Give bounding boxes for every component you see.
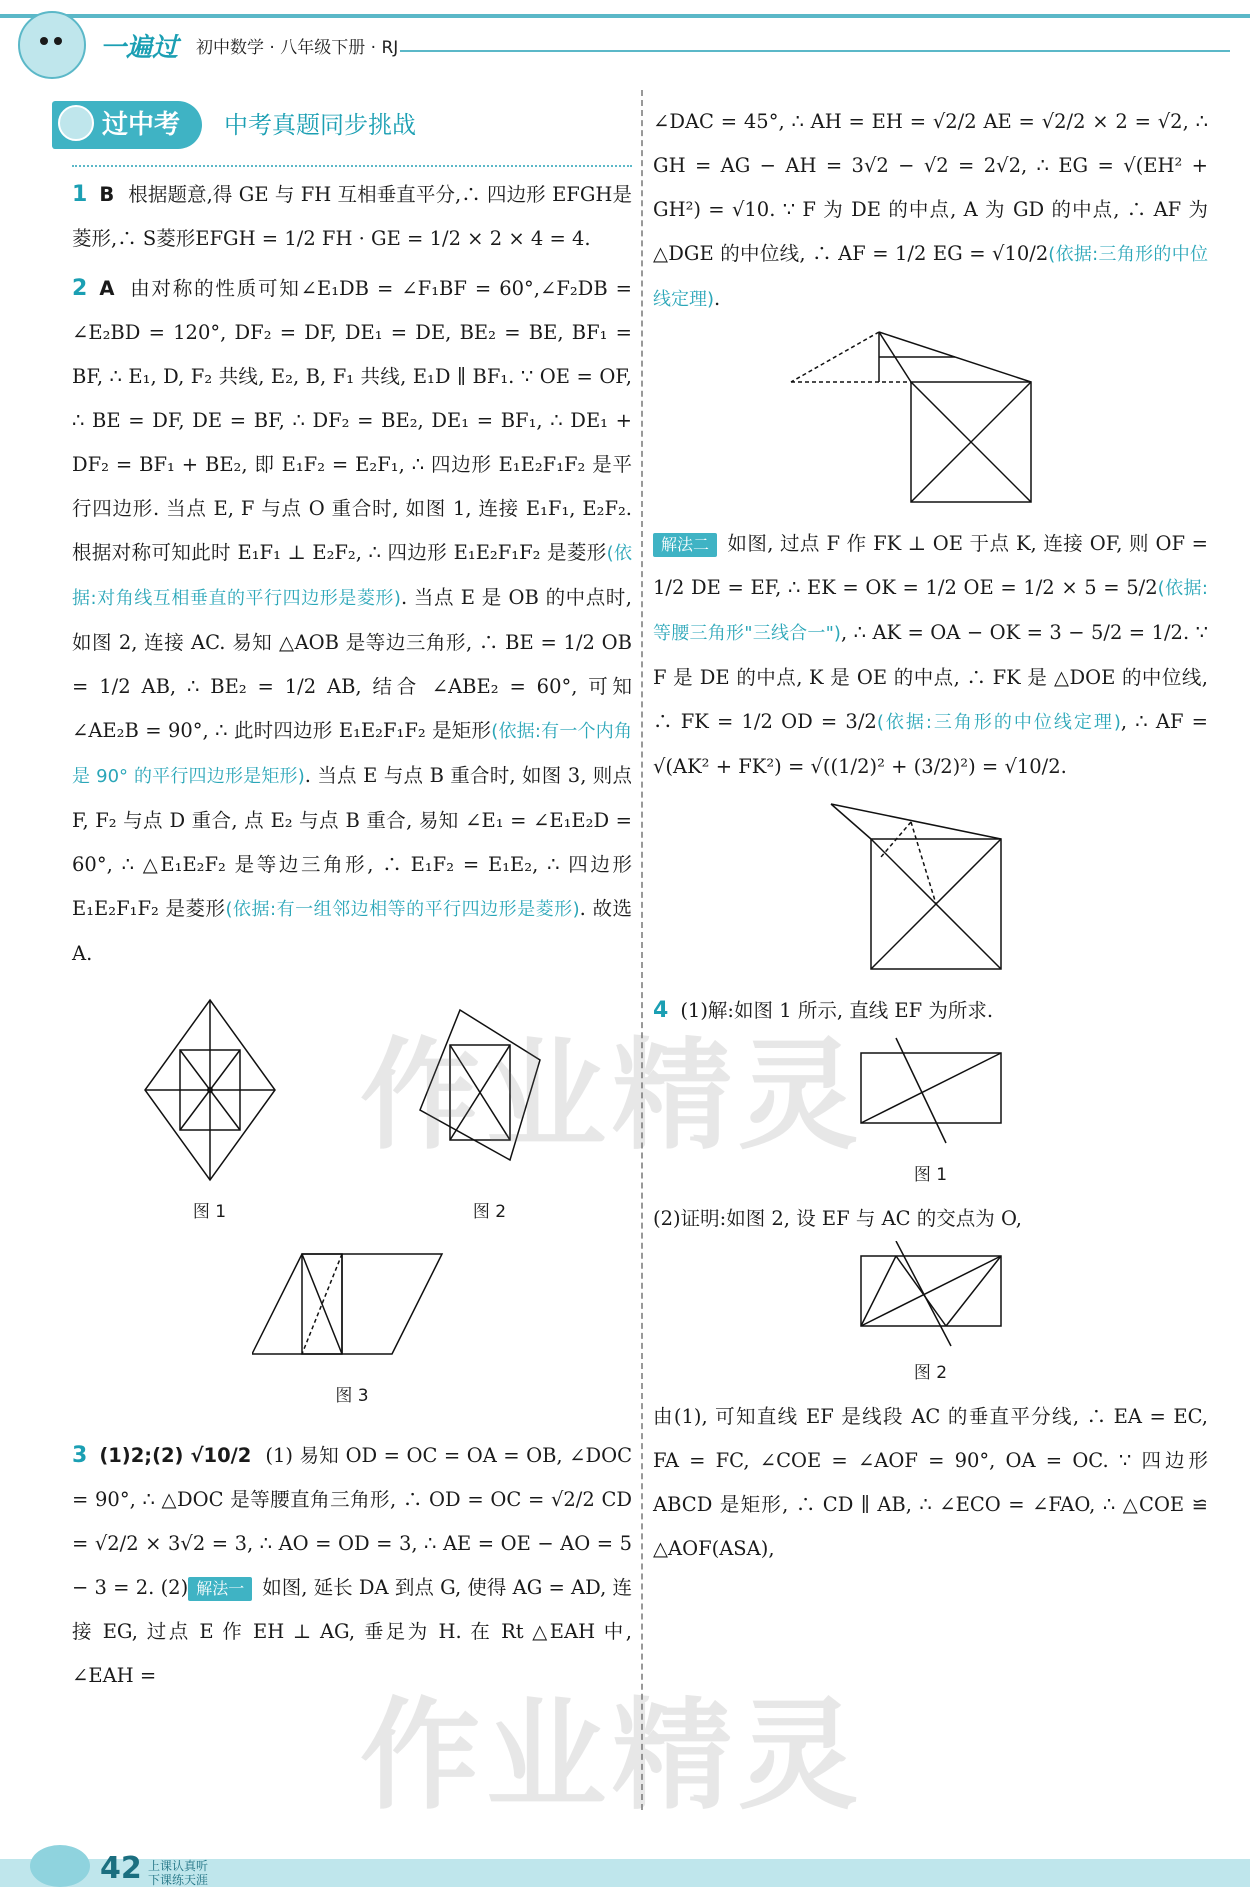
brand-logo: 一遍过 (100, 32, 179, 63)
basis-note: (依据:三角形的中位线定理) (653, 244, 1208, 310)
figure-caption: 图 1 (913, 1165, 948, 1185)
solution-text: . 当点 E 与点 B 重合时, 如图 3, 则点 F, F₂ 与点 D 重合, 点 E₂ 与点 B 重合, 易知 ∠E₁ = ∠E₁E₂D = 60°, ∴ △E₁E₂F₂ 是等边三角形, ∴ E₁F₂ = E₁E₂, ∴ 四边形 E₁E₂F₁F₂ 是菱形 (72, 764, 633, 920)
page-footer (0, 1845, 1250, 1887)
figure-caption: 图 2 (913, 1363, 948, 1383)
figure-1-diagram (135, 990, 285, 1190)
figure-caption: 图 2 (472, 1202, 507, 1222)
q2-figures-row (72, 990, 632, 1234)
question-number: 4 (653, 998, 669, 1023)
method-tag: 解法二 (653, 533, 717, 557)
solution-text: . 当点 E 是 OB 的中点时, 如图 2, 连接 AC. 易知 △AOB 是等边三角形, ∴ BE = 1/2 OB = 1/2 AB, ∴ BE₂ = 1/2 AB, 结合 ∠ABE₂ = 60°, 可知 ∠AE₂B = 90°, ∴ 此时四边形 E₁E₂F₁F₂ 是矩形 (72, 586, 632, 742)
q4-figure-1-diagram (841, 1033, 1021, 1153)
left-column (72, 95, 632, 1698)
question-number: 2 (72, 276, 88, 301)
question-number: 3 (72, 1443, 88, 1468)
page-header (18, 22, 398, 68)
page-number: 42 (100, 1851, 142, 1886)
watermark: 作业精灵 (360, 1027, 864, 1166)
part-label: (1)解: (680, 999, 735, 1022)
section-header (52, 95, 632, 155)
method-tag: 解法一 (188, 1577, 252, 1601)
q4-part2 (653, 1197, 1208, 1241)
basis-note: (依据:有一组邻边相等的平行四边形是菱形) (225, 899, 580, 920)
question-2 (72, 267, 632, 976)
q4-figure-2-diagram (841, 1241, 1021, 1351)
watermark: 作业精灵 (360, 1687, 864, 1826)
figure-caption: 图 1 (192, 1202, 227, 1222)
figure-2-diagram (410, 990, 570, 1190)
answer-value: (1)2;(2) √10/2 (99, 1444, 252, 1467)
basis-note: (依据:对角线互相垂直的平行四边形是菱形) (72, 543, 632, 609)
figure-2 (410, 990, 570, 1234)
solution-text: , ∴ AF = √(AK² + FK²) = √((1/2)² + (3/2)²) = √10/2. (653, 710, 1209, 778)
mascot-icon (18, 11, 86, 79)
footer-slogan (148, 1859, 208, 1887)
question-1 (72, 173, 632, 261)
figure-caption: 图 3 (335, 1386, 369, 1406)
question-3 (72, 1434, 632, 1698)
header-rule (400, 50, 1230, 52)
q3-continued (653, 100, 1208, 322)
solution-text: . 故选 A. (72, 897, 633, 965)
figure-1 (135, 990, 285, 1234)
section-title: 中考真题同步挑战 (224, 111, 417, 139)
q3-method2 (653, 522, 1208, 789)
section-badge: 过中考 (52, 101, 202, 149)
basis-note: (依据:有一个内角是 90° 的平行四边形是矩形) (72, 721, 632, 787)
q3-method2-diagram (811, 789, 1051, 989)
part-label: (2) (160, 1576, 189, 1599)
solution-text: 由(1), 可知直线 EF 是线段 AC 的垂直平分线, ∴ EA = EC, FA = FC, ∠COE = ∠AOF = 90°, OA = OC. ∵ 四边形 ABCD 是矩形, ∴ CD ∥ AB, ∴ ∠ECO = ∠FAO, ∴ △COE ≌ △AOF(ASA), (653, 1405, 1208, 1560)
solution-text: 由对称的性质可知∠E₁DB = ∠F₁BF = 60°,∠F₂DB = ∠E₂BD = 120°, DF₂ = DF, DE₁ = DE, BE₂ = BE, BF₁ = BF, ∴ E₁, D, F₂ 共线, E₂, B, F₁ 共线, E₁D ∥ BF₁. ∵ OE = OF, ∴ BE = DF, DE = BF, ∴ DF₂ = BE₂, DE₁ = BF₁, ∴ DE₁ + DF₂ = BF₁ + BE₂, 即 E₁F₂ = E₂F₁, ∴ 四边形 E₁E₂F₁F₂ 是平行四边形. 当点 E, F 与点 O 重合时, 如图 1, 连接 E₁F₁, E₂F₂. 根据对称可知此时 E₁F₁ ⊥ E₂F₂, ∴ 四边形 E₁E₂F₁F₂ 是菱形 (72, 277, 632, 564)
answer-choice: B (99, 183, 115, 206)
slogan-line: 上课认真听 (148, 1859, 209, 1873)
answer-choice: A (99, 277, 115, 300)
section-underline (72, 155, 632, 167)
question-4 (653, 989, 1208, 1033)
basis-note: (依据:三角形的中位线定理) (876, 712, 1121, 733)
part-label: (2)证明: (653, 1207, 727, 1230)
solution-text: (1) 易知 OD = OC = OA = OB, ∠DOC = 90°, ∴ △DOC 是等腰直角三角形, ∴ OD = OC = √2/2 CD = √2/2 × 3√2 = 3, ∴ AO = OD = 3, ∴ AE = OE − AO = 5 − 3 = 2. (72, 1444, 633, 1599)
book-subtitle: 初中数学 · 八年级下册 · RJ (196, 37, 399, 58)
solution-text: ∠DAC = 45°, ∴ AH = EH = √2/2 AE = √2/2 × 2 = √2, ∴ GH = AG − AH = 3√2 − √2 = 2√2, ∴ EG = √(EH² + GH²) = √10. ∵ F 为 DE 的中点, A 为 GD 的中点, ∴ AF 为 △DGE 的中位线, ∴ AF = 1/2 EG = √10/2 (653, 110, 1208, 265)
figure-3-diagram (252, 1244, 452, 1374)
q3-method1-diagram (781, 322, 1081, 522)
solution-text: , ∴ AK = OA − OK = 3 − 5/2 = 1/2. ∵ F 是 DE 的中点, K 是 OE 的中点, ∴ FK 是 △DOE 的中位线, ∴ FK = 1/2 OD = 3/2 (653, 621, 1208, 733)
solution-text: EFGH是菱形,∴ S菱形EFGH = 1/2 FH · GE = 1/2 × 2 × 4 = 4. (72, 183, 632, 250)
mascot-icon (30, 1845, 90, 1887)
solution-text: 根据题意,得 GE 与 FH 互相垂直平分,∴ 四边形 (128, 183, 546, 206)
solution-text: 如图, 过点 F 作 FK ⊥ OE 于点 K, 连接 OF, 则 OF = 1/2 DE = EF, ∴ EK = OK = 1/2 OE = 1/2 × 5 = 5/2 (653, 532, 1208, 599)
basis-note: (依据:等腰三角形"三线合一") (653, 578, 1208, 644)
column-divider (641, 90, 643, 1810)
slogan-line: 下课练天涯 (148, 1873, 209, 1887)
solution-text: 如图 1 所示, 直线 EF 为所求. (734, 999, 994, 1022)
q4-part2-proof (653, 1395, 1208, 1571)
solution-text: 如图 2, 设 EF 与 AC 的交点为 O, (726, 1207, 1023, 1230)
figure-3 (72, 1244, 632, 1418)
solution-text: 如图, 延长 DA 到点 G, 使得 AG = AD, 连接 EG, 过点 E 作 EH ⊥ AG, 垂足为 H. 在 Rt △EAH 中, ∠EAH = (72, 1576, 632, 1687)
right-column (653, 100, 1208, 1571)
top-border (0, 14, 1250, 18)
solution-text: . (714, 287, 721, 310)
question-number: 1 (72, 182, 88, 207)
